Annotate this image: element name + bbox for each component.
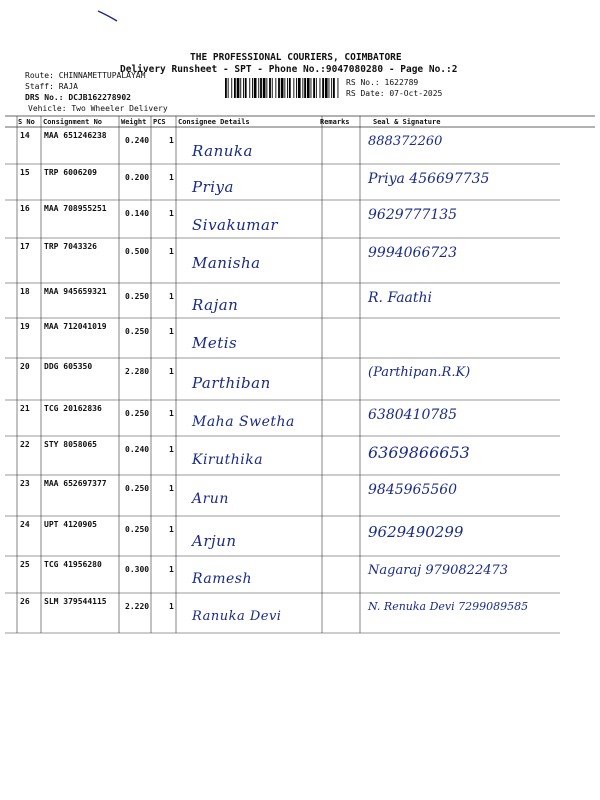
- row-signature-handwriting: 9629777135: [368, 207, 458, 223]
- row-consignee-handwriting: Rajan: [192, 296, 239, 314]
- row-signature-handwriting: Priya 456697735: [368, 171, 490, 187]
- col-consignment: Consignment No: [43, 118, 103, 126]
- row-consignee-handwriting: Parthiban: [192, 374, 271, 392]
- row-pcs: 1: [169, 602, 174, 611]
- row-sno: 20: [20, 362, 30, 371]
- company-name: THE PROFESSIONAL COURIERS, COIMBATORE: [190, 52, 402, 63]
- row-signature-handwriting: 9629490299: [368, 523, 464, 541]
- row-signature-handwriting: N. Renuka Devi 7299089585: [368, 600, 529, 613]
- staff-label: Staff: RAJA: [25, 82, 78, 91]
- row-consignment: DDG 605350: [44, 362, 93, 371]
- row-consignee-handwriting: Ranuka Devi: [192, 609, 282, 624]
- drs-number: DRS No.: DCJB162278902: [25, 93, 131, 102]
- row-pcs: 1: [169, 409, 174, 418]
- row-consignment: MAA 945659321: [44, 287, 107, 296]
- row-consignment: MAA 712041019: [44, 322, 107, 331]
- row-pcs: 1: [169, 173, 174, 182]
- row-consignee-handwriting: Sivakumar: [192, 216, 279, 234]
- row-consignment: TCG 41956280: [44, 560, 102, 569]
- row-pcs: 1: [169, 247, 174, 256]
- rs-date: RS Date: 07-Oct-2025: [346, 89, 443, 98]
- row-consignment: MAA 652697377: [44, 479, 107, 488]
- row-consignment: UPT 4120905: [44, 520, 97, 529]
- row-consignee-handwriting: Ramesh: [192, 571, 252, 587]
- row-sno: 19: [20, 322, 30, 331]
- row-weight: 2.280: [125, 367, 150, 376]
- row-weight: 0.240: [125, 445, 150, 454]
- row-signature-handwriting: 9994066723: [368, 245, 458, 261]
- col-weight: Weight: [121, 118, 147, 126]
- col-consignee: Consignee Details: [178, 118, 250, 126]
- row-sno: 25: [20, 560, 30, 569]
- row-signature-handwriting: 888372260: [368, 134, 443, 149]
- row-pcs: 1: [169, 445, 174, 454]
- row-weight: 0.240: [125, 136, 150, 145]
- row-sno: 16: [20, 204, 30, 213]
- row-consignment: TRP 6006209: [44, 168, 97, 177]
- row-sno: 21: [20, 404, 30, 413]
- row-consignee-handwriting: Ranuka: [192, 142, 253, 160]
- rs-number: RS No.: 1622789: [346, 78, 419, 87]
- col-sno: S No: [18, 118, 35, 126]
- row-consignment: STY 8058065: [44, 440, 97, 449]
- row-signature-handwriting: Nagaraj 9790822473: [368, 563, 509, 578]
- row-consignment: SLM 379544115: [44, 597, 107, 606]
- row-consignee-handwriting: Arun: [192, 491, 229, 507]
- row-sno: 14: [20, 131, 30, 140]
- runsheet-title: Delivery Runsheet - SPT - Phone No.:9047080280 - Page No.:2: [120, 64, 458, 75]
- row-consignee-handwriting: Manisha: [192, 254, 261, 272]
- row-weight: 0.250: [125, 327, 150, 336]
- row-consignment: MAA 651246238: [44, 131, 107, 140]
- row-pcs: 1: [169, 525, 174, 534]
- row-consignee-handwriting: Kiruthika: [192, 452, 264, 468]
- row-pcs: 1: [169, 209, 174, 218]
- row-signature-handwriting: 9845965560: [368, 482, 458, 498]
- row-weight: 0.250: [125, 525, 150, 534]
- row-sno: 22: [20, 440, 30, 449]
- col-remarks: Remarks: [320, 118, 350, 126]
- row-consignee-handwriting: Maha Swetha: [192, 414, 295, 430]
- row-pcs: 1: [169, 367, 174, 376]
- row-sno: 17: [20, 242, 30, 251]
- row-sno: 26: [20, 597, 30, 606]
- vehicle-label: Vehicle: Two Wheeler Delivery: [28, 104, 168, 113]
- row-sno: 15: [20, 168, 30, 177]
- row-weight: 0.500: [125, 247, 150, 256]
- row-weight: 0.250: [125, 292, 150, 301]
- row-signature-handwriting: (Parthipan.R.K): [368, 365, 471, 380]
- row-weight: 0.140: [125, 209, 150, 218]
- row-weight: 2.220: [125, 602, 150, 611]
- row-pcs: 1: [169, 136, 174, 145]
- row-weight: 0.200: [125, 173, 150, 182]
- row-sno: 18: [20, 287, 30, 296]
- row-consignment: TCG 20162836: [44, 404, 102, 413]
- row-sno: 23: [20, 479, 30, 488]
- row-sno: 24: [20, 520, 30, 529]
- row-consignee-handwriting: Metis: [192, 334, 238, 352]
- col-seal: Seal & Signature: [373, 118, 441, 126]
- row-consignee-handwriting: Arjun: [192, 532, 237, 550]
- row-consignee-handwriting: Priya: [192, 178, 234, 196]
- route-label: Route: CHINNAMETTUPALAYAM: [25, 71, 146, 80]
- row-weight: 0.250: [125, 409, 150, 418]
- row-weight: 0.250: [125, 484, 150, 493]
- row-pcs: 1: [169, 484, 174, 493]
- row-consignment: TRP 7043326: [44, 242, 97, 251]
- row-pcs: 1: [169, 292, 174, 301]
- row-signature-handwriting: 6380410785: [368, 407, 458, 423]
- row-weight: 0.300: [125, 565, 150, 574]
- row-signature-handwriting: R. Faathi: [368, 290, 433, 306]
- row-pcs: 1: [169, 565, 174, 574]
- row-pcs: 1: [169, 327, 174, 336]
- row-consignment: MAA 708955251: [44, 204, 107, 213]
- col-pcs: PCS: [153, 118, 166, 126]
- row-signature-handwriting: 6369866653: [368, 443, 470, 462]
